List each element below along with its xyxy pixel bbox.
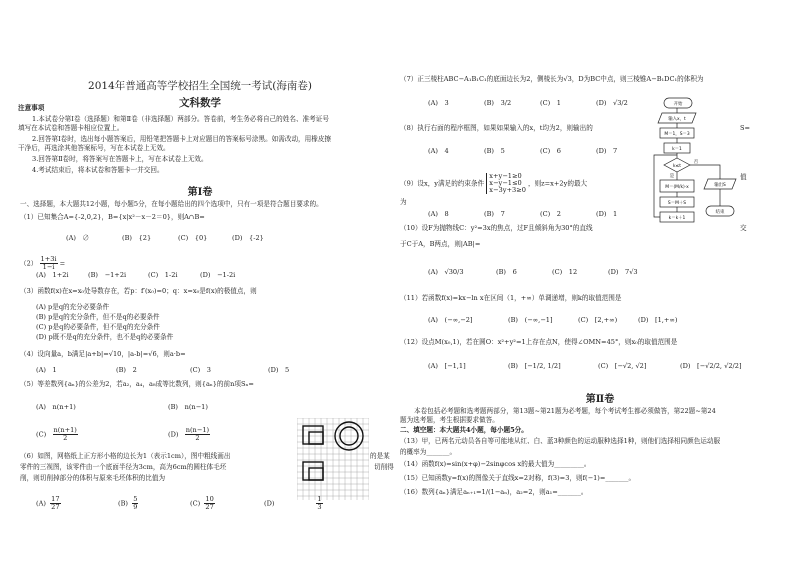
q7-option-a: (A) 3 xyxy=(428,99,449,107)
q6-c-numerator: 10 xyxy=(205,495,214,503)
q6-b-numerator: 5 xyxy=(133,495,138,503)
q1-option-c: (C) {0} xyxy=(178,234,208,242)
q6-option-c xyxy=(190,496,215,511)
q9-stem xyxy=(400,173,587,194)
section2-intro: 题为选考题，考生根据要求做答。 xyxy=(400,416,499,424)
q8-option-b: (B) 5 xyxy=(484,147,505,155)
q10-option-b: (B) 6 xyxy=(496,268,517,276)
q6-option-a-fraction xyxy=(50,496,60,511)
q6-three-view-figure xyxy=(297,418,369,500)
q2-option-c: (C) 1-2i xyxy=(148,271,178,279)
q10-tail: 交 xyxy=(740,224,747,232)
q4-option-a: (A) 1 xyxy=(36,366,57,374)
q1-option-d: (D) {-2} xyxy=(232,234,264,242)
q6-d-numerator: 1 xyxy=(317,495,322,503)
q12-option-b: (B) [−1/2, 1/2] xyxy=(508,362,561,370)
q4-option-b: (B) 2 xyxy=(116,366,137,374)
q9-constraint: x−y−1≤0 xyxy=(489,179,522,187)
q12-option-a: (A) [−1,1] xyxy=(428,362,466,370)
q5-option-a: (A) n(n+1) xyxy=(36,403,76,411)
q9-post: ，则z=x+2y的最大 xyxy=(528,179,588,188)
q6-line: 零件的三视图，该零件由一个底面半径为3cm，高为6cm的圆柱体毛坯 xyxy=(20,463,227,471)
flow-input-label: 输入x，t xyxy=(668,117,686,122)
q5-option-c xyxy=(36,427,78,442)
q7-option-c: (C) 1 xyxy=(540,99,561,107)
q13-line: （13）甲，已两名元动员各自等可能地从红、白、蓝3种颜色的运动服种选择1种，则他们选择相同颜色运动服 xyxy=(400,437,721,445)
exam-title: 2014年普通高等学校招生全国统一考试(海南卷) xyxy=(88,80,312,92)
q12-stem: （12）设点M(x₀,1)，若在圆O：x²+y²=1上存在点N，使得∠OMN=45°，则x₀的取值范围是 xyxy=(400,338,678,346)
q6-option-d xyxy=(264,496,323,511)
q8-option-c: (C) 6 xyxy=(540,147,561,155)
q7-option-b: (B) 3/2 xyxy=(484,99,512,107)
flow-end-label: 结束 xyxy=(715,210,725,215)
q6-option-d-fraction xyxy=(316,496,322,511)
q6-line: （6）如图，网格纸上正方形小格的边长为1（表示1cm），图中粗线画出 xyxy=(20,452,231,460)
flow-m-update-label: M＝(M/k)·x xyxy=(665,185,689,190)
q9-constraint-system xyxy=(486,173,526,194)
q6-option-a-label: (A) xyxy=(36,499,46,508)
q8-option-d: (D) 7 xyxy=(596,147,618,155)
q11-option-c: (C) [2,+∞) xyxy=(578,316,618,324)
q6-line: 削，则切削掉部分的体积与原来毛坯体积的比值为 xyxy=(20,474,166,482)
notes-line: 3.回答第Ⅱ卷时，将答案写在答题卡上，写在本试卷上无效。 xyxy=(32,155,208,163)
q6-option-c-fraction xyxy=(204,496,214,511)
notes-line: 4.考试结束后，将本试卷和答题卡一并交回。 xyxy=(32,166,164,174)
q2-option-b: (B) −1+2i xyxy=(88,271,127,279)
q6-option-b xyxy=(118,496,138,511)
q12-option-d: (D) [−√2/2, √2/2] xyxy=(680,362,742,370)
q9-tail: 值 xyxy=(740,173,747,181)
q6-d-denominator: 3 xyxy=(317,503,322,511)
q4-stem: （4）设向量a，b满足|a+b|=√10，|a-b|=√6，则a·b= xyxy=(20,350,186,358)
q5-option-d xyxy=(168,427,210,442)
q5-stem: （5）等差数列{aₙ}的公差为2，若a₂，a₄，a₈成等比数列，则{aₙ}的前n项Sₙ= xyxy=(20,380,254,388)
q11-option-a: (A) (−∞,−2] xyxy=(428,316,473,324)
q9-option-c: (C) 2 xyxy=(540,210,561,218)
exam-subtitle: 文科数学 xyxy=(179,97,221,109)
q4-option-d: (D) 5 xyxy=(268,366,290,374)
q7-stem: （7）正三棱柱ABC−A₁B₁C₁的底面边长为2，侧棱长为√3，D为BC中点，则三棱锥A−B₁DC₁的体积为 xyxy=(400,75,704,83)
section2-heading: 第Ⅱ卷 xyxy=(585,394,615,405)
flow-no-label: 否 xyxy=(693,160,699,165)
q3-option-d: (D) p既不是q的充分条件，也不是q的必要条件 xyxy=(36,333,174,341)
notes-line: 填写在本试卷和答题卡相应位置上。 xyxy=(18,124,124,132)
q11-stem: （11）若函数f(x)=kx−ln x在区间（1，+∞）单调递增，则k的取值范围是 xyxy=(400,294,622,302)
q14-stem: （14）函数f(x)=sin(x+φ)−2sinφcos x的最大值为_________。 xyxy=(400,460,591,468)
q2-numerator: 1+3i xyxy=(40,255,57,263)
q2-stem xyxy=(20,256,65,271)
q6-b-denominator: 9 xyxy=(133,503,138,511)
q5-option-d-label: (D) xyxy=(168,430,179,439)
q10-option-c: (C) 12 xyxy=(552,268,578,276)
flow-output-label: 输出S xyxy=(714,183,726,188)
q6-option-b-label: (B) xyxy=(118,499,128,508)
q9-constraint: x+y−1≥0 xyxy=(489,172,522,180)
section1-heading: 第Ⅰ卷 xyxy=(187,187,213,198)
flow-start-label: 开始 xyxy=(673,102,683,107)
q9-option-d: (D) 1 xyxy=(596,210,618,218)
q6-option-b-fraction xyxy=(132,496,138,511)
q6-c-denominator: 27 xyxy=(205,503,214,511)
q8-stem: （8）执行右面的程序框图，如果如果输入的x，t均为2，则输出的 xyxy=(400,124,593,132)
q1-stem: （1）已知集合A={-2,0,2}，B={x|x²－x－2＝0}，则A∩B= xyxy=(20,213,205,221)
q3-option-b: (B) p是q的充分条件，但不是q的必要条件 xyxy=(36,313,160,321)
section2-intro: 本卷包括必考题和选考题两部分，第13题~第21题为必考题，每个考试考生都必须做答，第22题~第24 xyxy=(414,407,716,415)
q12-option-c: (C) [−√2, √2] xyxy=(598,362,647,370)
q9-option-b: (B) 7 xyxy=(484,210,505,218)
q2-option-a: (A) 1+2i xyxy=(36,271,69,279)
notes-line: 2.回答第Ⅰ卷时，选出每小题答案后，用铅笔把答题卡上对应题目的答案标号涂黑。如需改动，用橡皮擦 xyxy=(32,135,332,143)
q13-line: 的概率为_______。 xyxy=(400,448,457,456)
q1-option-b: (B) {2} xyxy=(122,234,152,242)
q2-label: （2） xyxy=(20,259,38,268)
q16-stem: （16）数列{aₙ}满足aₙ₊₁=1/(1−aₙ)，a₂=2，则a₁=_______。 xyxy=(400,488,588,496)
flow-decision-label: k≤t xyxy=(673,164,681,169)
q5-option-c-label: (C) xyxy=(36,430,47,439)
q5-option-d-fraction xyxy=(185,427,210,442)
q9-pre: （9）设x，y满足的约束条件 xyxy=(400,179,485,188)
q15-stem: （15）已知函数y=f(x)的图像关于直线x=2对称，f(3)=3，则f(−1)=_______。 xyxy=(400,474,636,482)
q10-stem: （10）设F为抛物线C：y²=3x的焦点，过F且倾斜角为30°的直线 xyxy=(400,224,593,232)
flow-k-update-label: k＝k＋1 xyxy=(668,216,686,221)
q11-option-b: (B) (−∞,−1] xyxy=(508,316,553,324)
q3-stem: （3）函数f(x)在x=x₀处导数存在，若p：f′(x₀)=0；q：x=x₀是f(x)的极值点，则 xyxy=(20,287,257,295)
q6-option-d-label: (D) xyxy=(264,499,275,508)
notes-line: 1.本试卷分第Ⅰ卷（选择题）和第Ⅱ卷（非选择题）两部分。答卷前，考生务必将自己的姓名、准考证号 xyxy=(32,115,329,123)
q6-option-c-label: (C) xyxy=(190,499,201,508)
q5-c-denominator: 2 xyxy=(63,434,68,442)
q4-option-c: (C) 3 xyxy=(190,366,211,374)
fill-blank-heading: 二、填空题：本大题共4小题，每小题5分。 xyxy=(400,426,528,434)
q9-constraint: x−3y+3≥0 xyxy=(489,186,526,194)
q9-option-a: (A) 8 xyxy=(428,210,449,218)
notes-line: 干净后，再选涂其他答案标号，写在本试卷上无效。 xyxy=(18,144,170,152)
flow-s-update-label: S＝M＋S xyxy=(667,201,687,206)
q2-denominator: 1−i xyxy=(42,263,55,271)
q5-option-b: (B) n(n−1) xyxy=(168,403,208,411)
q9-tail: 为 xyxy=(400,198,407,206)
flow-yes-label: 是 xyxy=(669,174,675,179)
q10-option-a: (A) √30/3 xyxy=(428,268,464,276)
section1-intro: 一、选择题，本大题共12小题，每小题5分，在每小题给出的四个选项中，只有一项是符合题目要求的。 xyxy=(20,200,323,208)
notes-heading: 注意事项 xyxy=(18,104,45,112)
q8-option-a: (A) 4 xyxy=(428,147,449,155)
q6-a-numerator: 17 xyxy=(51,495,60,503)
q2-option-d: (D) −1-2i xyxy=(200,271,236,279)
q6-side-text: 的是某 xyxy=(370,452,390,460)
q2-tail: = xyxy=(59,259,66,268)
q10-stem-line2: 于C于A，B两点，则|AB|= xyxy=(400,240,481,248)
q3-option-c: (C) p是q的必要条件，但不是q的充分条件 xyxy=(36,323,160,331)
flow-k-init-label: k＝1 xyxy=(672,147,682,152)
q2-fraction xyxy=(40,256,58,271)
q7-option-d: (D) √3/2 xyxy=(596,99,628,107)
q1-option-a: (A) ∅ xyxy=(66,234,90,242)
q8-tail: S= xyxy=(740,124,751,132)
flow-init-label: M＝1，S＝3 xyxy=(664,132,690,137)
q5-d-denominator: 2 xyxy=(195,434,200,442)
q5-c-numerator: n(n+1) xyxy=(53,426,77,434)
q11-option-d: (D) [1,+∞) xyxy=(638,316,678,324)
q3-option-a: (A) p是q的充分必要条件 xyxy=(36,303,110,311)
q10-option-d: (D) 7√3 xyxy=(608,268,638,276)
q6-a-denominator: 27 xyxy=(51,503,60,511)
q6-side-text: 切削得 xyxy=(374,463,394,471)
q5-option-c-fraction xyxy=(53,427,78,442)
q8-flowchart xyxy=(650,96,740,246)
q5-d-numerator: n(n−1) xyxy=(185,426,210,434)
q6-option-a xyxy=(36,496,61,511)
